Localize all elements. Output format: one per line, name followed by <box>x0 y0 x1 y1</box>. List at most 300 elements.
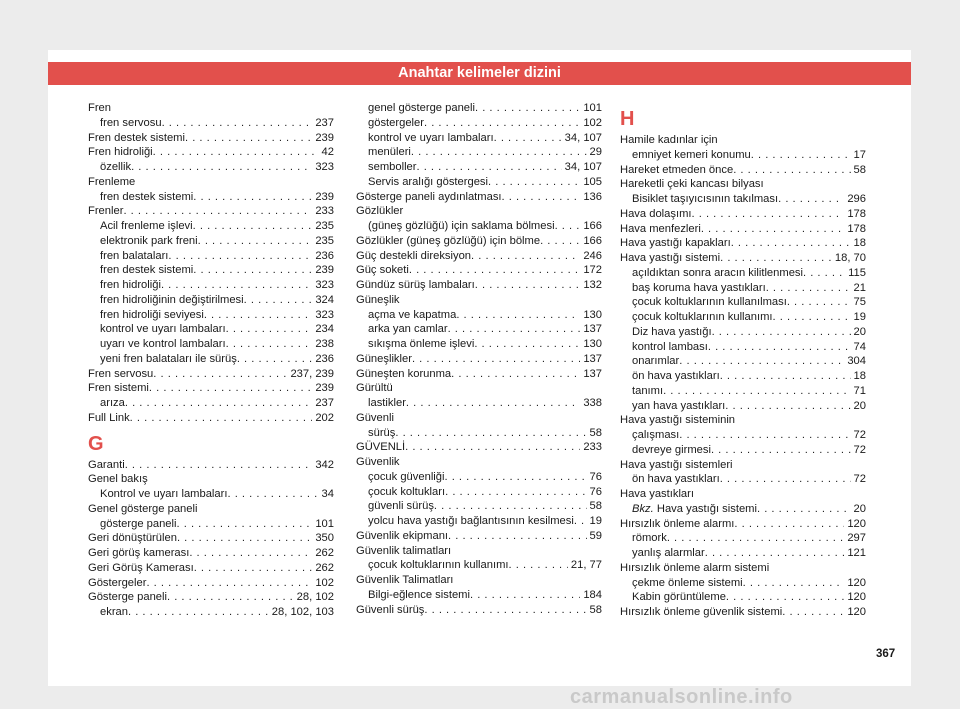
entry-page-ref: 101 <box>583 102 602 114</box>
dot-leader <box>679 354 844 369</box>
entry-term: Fren destek sistemi <box>88 131 185 144</box>
entry-page-ref: 59 <box>589 529 602 542</box>
entry-term: Kabin görüntüleme <box>632 591 726 604</box>
entry-page-ref: 239 <box>315 190 334 203</box>
entry-term: Frenleme <box>88 175 136 188</box>
index-subentry <box>620 295 866 310</box>
index-subentry <box>356 337 602 352</box>
index-subentry <box>88 249 334 264</box>
entry-page-ref: 239 <box>315 131 334 144</box>
index-entry <box>356 529 602 544</box>
index-entry <box>88 472 334 487</box>
index-entry <box>620 605 866 620</box>
dot-leader <box>193 219 313 234</box>
dot-leader <box>711 443 851 458</box>
dot-leader <box>667 531 845 546</box>
dot-leader <box>725 399 850 414</box>
index-subentry <box>88 278 334 293</box>
entry-term: çocuk koltuklarının kullanımı <box>368 559 509 572</box>
section-letter: G <box>88 432 104 455</box>
entry-term: fren hidroliği <box>100 279 161 291</box>
index-subentry <box>88 487 334 502</box>
entry-page-ref: 58 <box>853 163 866 176</box>
index-entry <box>356 367 602 382</box>
entry-page-ref: 120 <box>847 576 866 589</box>
dot-leader <box>185 131 312 146</box>
dot-leader <box>424 603 586 618</box>
index-entry <box>620 207 866 222</box>
dot-leader <box>226 322 313 337</box>
index-subentry <box>356 116 602 131</box>
index-subentry <box>88 234 334 249</box>
dot-leader <box>731 236 851 251</box>
entry-term: Güç destekli direksiyon <box>356 249 472 262</box>
dot-leader <box>198 234 313 249</box>
index-entry <box>88 131 334 146</box>
dot-leader <box>149 381 312 396</box>
entry-term: Güvenlik ekipmanı <box>356 529 449 542</box>
entry-page-ref: 74 <box>853 340 866 353</box>
index-subentry <box>356 514 602 529</box>
entry-term: arka yan camlar <box>368 323 448 336</box>
entry-page-ref: 233 <box>315 205 334 218</box>
dot-leader <box>424 116 580 131</box>
entry-term: Hava dolaşımı <box>620 207 692 220</box>
index-entry <box>88 175 334 190</box>
entry-term: Hava yastığı sistemi <box>620 252 721 264</box>
dot-leader <box>470 588 580 603</box>
dot-leader <box>189 546 312 561</box>
index-subentry <box>356 558 602 573</box>
dot-leader <box>488 175 580 190</box>
see-also-prefix: Bkz. <box>632 502 654 515</box>
entry-page-ref: 29 <box>589 146 602 159</box>
dot-leader <box>417 160 562 175</box>
entry-term: lastikler <box>368 397 406 409</box>
entry-page-ref: 235 <box>315 220 334 232</box>
entry-page-ref: 34, 107 <box>564 131 602 144</box>
index-entry <box>356 381 602 396</box>
entry-page-ref: 101 <box>315 517 334 530</box>
entry-term: Hırsızlık önleme güvenlik sistemi <box>620 606 783 618</box>
entry-term: sürüş <box>368 426 396 439</box>
dot-leader <box>226 337 313 352</box>
entry-page-ref: 76 <box>589 470 602 483</box>
entry-term: sıkışma önleme işlevi <box>368 338 475 350</box>
index-subentry <box>620 148 866 163</box>
entry-term <box>632 502 757 517</box>
entry-term: Gösterge paneli aydınlatması <box>356 190 502 203</box>
entry-term: Genel gösterge paneli <box>88 502 198 515</box>
dot-leader <box>720 369 851 384</box>
entry-term: kontrol ve uyarı lambaları <box>368 131 494 144</box>
dot-leader <box>448 322 581 337</box>
dot-leader <box>734 517 844 532</box>
dot-leader <box>167 590 294 605</box>
index-column-2 <box>356 101 602 617</box>
entry-term: Güneşlik <box>356 293 400 306</box>
entry-term: semboller <box>368 161 417 173</box>
dot-leader <box>778 192 844 207</box>
entry-page-ref: 172 <box>583 264 602 277</box>
entry-page-ref: 102 <box>583 116 602 129</box>
page-number: 367 <box>876 648 896 660</box>
entry-term: devreye girmesi <box>632 443 711 456</box>
entry-term: Güneşten korunma <box>356 367 452 380</box>
index-title: Anahtar kelimeler dizini <box>48 62 911 85</box>
entry-term: Geri Görüş Kamerası <box>88 561 194 574</box>
entry-page-ref: 115 <box>848 266 866 279</box>
dot-leader <box>751 148 851 163</box>
entry-term: Servis aralığı göstergesi <box>368 175 489 188</box>
entry-term: uyarı ve kontrol lambaları <box>100 338 226 350</box>
entry-page-ref: 235 <box>315 234 334 247</box>
index-entry <box>356 249 602 264</box>
index-subentry <box>88 517 334 532</box>
entry-term-text: Hava yastığı sistemi <box>656 502 757 515</box>
dot-leader <box>787 295 851 310</box>
entry-term: yeni fren balataları ile sürüş <box>100 352 237 365</box>
entry-page-ref: 28, 102, 103 <box>271 606 334 618</box>
entry-term: Hareket etmeden önce <box>620 163 734 176</box>
entry-term: Hava yastıkları <box>620 488 694 500</box>
entry-page-ref: 202 <box>315 411 334 424</box>
entry-term: Güç soketi <box>356 264 409 277</box>
entry-page-ref: 137 <box>583 352 602 365</box>
dot-leader <box>204 308 312 323</box>
index-subentry <box>88 160 334 175</box>
index-subentry <box>620 266 866 281</box>
index-column-1 <box>88 101 334 620</box>
index-entry <box>356 544 602 559</box>
entry-term: Göstergeler <box>88 576 147 589</box>
entry-term: ön hava yastıkları <box>632 473 720 486</box>
index-subentry <box>88 219 334 234</box>
entry-term: güvenli sürüş <box>368 500 434 513</box>
index-subentry <box>356 219 602 234</box>
entry-term: Hamile kadınlar için <box>620 134 718 146</box>
entry-page-ref: 20 <box>853 502 866 515</box>
entry-term: çocuk koltuklarının kullanımı <box>632 311 773 323</box>
index-subentry <box>620 546 866 561</box>
entry-term: (güneş gözlüğü) için saklama bölmesi <box>368 220 555 232</box>
index-subentry <box>620 443 866 458</box>
entry-term: fren servosu <box>100 116 162 129</box>
entry-page-ref: 323 <box>315 279 334 291</box>
entry-term: Fren <box>88 102 112 114</box>
index-subentry <box>88 308 334 323</box>
index-entry <box>620 236 866 251</box>
entry-page-ref: 304 <box>847 355 866 368</box>
index-subentry <box>356 175 602 190</box>
entry-page-ref: 105 <box>583 175 602 188</box>
entry-term: fren destek sistemi <box>100 190 194 203</box>
index-entry <box>88 458 334 473</box>
index-subentry <box>88 605 334 620</box>
index-subentry <box>620 531 866 546</box>
dot-leader <box>474 337 580 352</box>
entry-page-ref: 18, 70 <box>834 252 866 264</box>
index-subentry <box>620 369 866 384</box>
entry-term: Geri görüş kamerası <box>88 547 190 559</box>
dot-leader <box>726 590 844 605</box>
entry-term: Hırsızlık önleme alarm sistemi <box>620 561 770 574</box>
entry-page-ref: 18 <box>853 370 866 382</box>
dot-leader <box>434 499 587 514</box>
index-entry <box>88 531 334 546</box>
entry-page-ref: 58 <box>589 426 602 439</box>
dot-leader <box>409 263 580 278</box>
index-entry <box>356 411 602 426</box>
entry-page-ref: 19 <box>589 515 602 527</box>
index-subentry <box>620 472 866 487</box>
index-entry <box>88 502 334 517</box>
index-entry <box>356 352 602 367</box>
index-subentry <box>88 293 334 308</box>
dot-leader <box>128 605 269 620</box>
index-subentry <box>88 322 334 337</box>
dot-leader <box>177 531 312 546</box>
entry-term: fren balataları <box>100 249 169 262</box>
dot-leader <box>193 190 312 205</box>
index-subentry <box>620 340 866 355</box>
watermark-text: carmanualsonline.info <box>570 686 793 708</box>
entry-term: Full Link <box>88 411 130 424</box>
entry-page-ref: 20 <box>853 399 866 412</box>
dot-leader <box>701 222 844 237</box>
entry-term: Gündüz sürüş lambaları <box>356 279 475 291</box>
entry-term: yolcu hava yastığı bağlantısının kesilmesi <box>368 515 574 527</box>
entry-term: ön hava yastıkları <box>632 370 720 382</box>
entry-term: Hava yastığı sistemleri <box>620 458 733 471</box>
index-subentry <box>356 499 602 514</box>
index-entry <box>620 487 866 502</box>
dot-leader <box>194 561 313 576</box>
index-entry <box>620 163 866 178</box>
index-subentry <box>88 116 334 131</box>
dot-leader <box>475 278 581 293</box>
index-entry <box>620 177 866 192</box>
entry-term: açıldıktan sonra aracın kilitlenmesi <box>632 266 803 279</box>
dot-leader <box>456 308 580 323</box>
dot-leader <box>555 219 581 234</box>
entry-page-ref: 236 <box>315 249 334 262</box>
dot-leader <box>153 145 319 160</box>
dot-leader <box>712 325 851 340</box>
index-subentry <box>356 588 602 603</box>
index-subentry <box>356 485 602 500</box>
entry-page-ref: 233 <box>583 441 602 454</box>
entry-page-ref: 21 <box>853 281 866 294</box>
index-entry <box>620 458 866 473</box>
entry-term: genel gösterge paneli <box>368 102 475 114</box>
entry-page-ref: 18 <box>853 237 866 250</box>
index-subentry <box>620 399 866 414</box>
entry-page-ref: 76 <box>589 485 602 498</box>
entry-term: Hava yastığı sisteminin <box>620 414 736 427</box>
dot-leader <box>782 605 844 620</box>
entry-page-ref: 178 <box>847 222 866 235</box>
index-subentry <box>88 190 334 205</box>
entry-term: çocuk koltukları <box>368 485 446 498</box>
index-subentry <box>88 396 334 411</box>
index-subentry <box>620 428 866 443</box>
index-entry <box>88 561 334 576</box>
entry-term: göstergeler <box>368 116 424 129</box>
dot-leader <box>161 278 312 293</box>
entry-term: gösterge paneli <box>100 517 177 530</box>
index-entry <box>88 411 334 426</box>
entry-term: baş koruma hava yastıkları <box>632 281 766 294</box>
entry-term: yan hava yastıkları <box>632 399 726 412</box>
entry-page-ref: 239 <box>315 382 334 395</box>
entry-term: Bilgi-eğlence sistemi <box>368 588 470 601</box>
entry-page-ref: 17 <box>853 148 866 161</box>
entry-page-ref: 34, 107 <box>564 161 602 173</box>
entry-page-ref: 262 <box>315 547 334 559</box>
dot-leader <box>663 384 850 399</box>
dot-leader <box>509 558 568 573</box>
entry-term: Güvenli <box>356 411 394 424</box>
entry-page-ref: 137 <box>583 323 602 336</box>
index-subentry <box>356 426 602 441</box>
entry-page-ref: 28, 102 <box>296 591 334 604</box>
entry-page-ref: 121 <box>847 547 866 559</box>
dot-leader <box>125 396 312 411</box>
dot-leader <box>193 263 312 278</box>
entry-page-ref: 297 <box>847 532 866 545</box>
index-subentry <box>620 310 866 325</box>
entry-term: Diz hava yastığı <box>632 325 712 338</box>
index-subentry <box>356 396 602 411</box>
entry-page-ref: 323 <box>315 308 334 321</box>
dot-leader <box>153 367 287 382</box>
entry-term: çocuk güvenliği <box>368 470 445 483</box>
dot-leader <box>131 160 312 175</box>
entry-page-ref: 137 <box>583 367 602 380</box>
entry-term: Geri dönüştürülen <box>88 532 177 545</box>
dot-leader <box>130 411 313 426</box>
dot-leader <box>412 352 580 367</box>
entry-page-ref: 71 <box>853 384 866 397</box>
index-entry <box>88 145 334 160</box>
entry-term: Gösterge paneli <box>88 591 167 604</box>
entry-page-ref: 324 <box>315 293 334 306</box>
entry-term: elektronik park freni <box>100 234 198 247</box>
entry-page-ref: 72 <box>853 429 866 441</box>
entry-term: Bisiklet taşıyıcısının takılması <box>632 193 779 205</box>
entry-term: Hırsızlık önleme alarmı <box>620 517 735 530</box>
entry-term: menüleri <box>368 146 411 159</box>
entry-term: Kontrol ve uyarı lambaları <box>100 488 228 500</box>
index-entry <box>356 204 602 219</box>
index-entry <box>88 590 334 605</box>
dot-leader <box>679 428 850 443</box>
dot-leader <box>502 190 581 205</box>
entry-term: çocuk koltuklarının kullanılması <box>632 296 787 309</box>
entry-page-ref: 72 <box>853 443 866 456</box>
dot-leader <box>162 116 313 131</box>
entry-term: onarımlar <box>632 355 680 368</box>
entry-page-ref: 236 <box>315 352 334 365</box>
dot-leader <box>123 204 312 219</box>
index-subentry <box>620 590 866 605</box>
index-entry <box>620 133 866 148</box>
entry-page-ref: 42 <box>321 146 334 159</box>
index-subentry <box>356 322 602 337</box>
entry-page-ref: 130 <box>583 338 602 350</box>
entry-term: tanımı <box>632 384 664 397</box>
index-entry <box>88 576 334 591</box>
index-entry <box>88 381 334 396</box>
entry-term: Güvenli sürüş <box>356 603 425 616</box>
entry-page-ref: 234 <box>315 323 334 336</box>
index-entry <box>356 455 602 470</box>
entry-term: Hava yastığı kapakları <box>620 237 731 250</box>
dot-leader <box>168 249 312 264</box>
entry-page-ref: 102 <box>315 576 334 589</box>
dot-leader <box>395 426 586 441</box>
entry-page-ref: 246 <box>583 249 602 262</box>
entry-page-ref: 237 <box>315 116 334 129</box>
dot-leader <box>757 502 851 517</box>
entry-term: çalışması <box>632 429 680 441</box>
dot-leader <box>494 131 562 146</box>
index-subentry <box>356 131 602 146</box>
index-subentry <box>620 576 866 591</box>
dot-leader <box>803 266 845 281</box>
entry-term: Gürültü <box>356 382 393 395</box>
entry-term: Güvenlik Talimatları <box>356 574 454 586</box>
index-entry <box>620 251 866 266</box>
entry-page-ref: 166 <box>583 220 602 232</box>
index-entry <box>356 234 602 249</box>
entry-page-ref: 120 <box>847 517 866 530</box>
dot-leader <box>766 281 851 296</box>
entry-term: fren destek sistemi <box>100 264 194 277</box>
entry-page-ref: 237 <box>315 397 334 409</box>
entry-term: emniyet kemeri konumu <box>632 148 751 161</box>
entry-page-ref: 178 <box>847 207 866 220</box>
index-entry <box>88 101 334 116</box>
index-entry <box>356 573 602 588</box>
dot-leader <box>708 340 851 355</box>
entry-page-ref: 120 <box>847 591 866 604</box>
entry-page-ref: 338 <box>583 397 602 409</box>
entry-page-ref: 21, 77 <box>570 559 602 572</box>
index-subentry <box>620 325 866 340</box>
dot-leader <box>177 517 313 532</box>
dot-leader <box>125 458 313 473</box>
entry-page-ref: 238 <box>315 338 334 350</box>
entry-page-ref: 132 <box>583 279 602 291</box>
entry-page-ref: 120 <box>847 606 866 618</box>
entry-page-ref: 136 <box>583 190 602 203</box>
entry-term: açma ve kapatma <box>368 308 457 321</box>
index-entry <box>356 293 602 308</box>
index-entry <box>356 440 602 455</box>
index-entry <box>620 561 866 576</box>
entry-page-ref: 350 <box>315 532 334 545</box>
index-entry <box>88 546 334 561</box>
dot-leader <box>475 101 580 116</box>
entry-term: Gözlükler (güneş gözlüğü) için bölme <box>356 234 541 247</box>
index-subentry <box>88 263 334 278</box>
index-subentry <box>88 352 334 367</box>
dot-leader <box>540 234 580 249</box>
entry-term: fren hidroliği seviyesi <box>100 308 204 321</box>
entry-term: Güneşlikler <box>356 352 412 365</box>
